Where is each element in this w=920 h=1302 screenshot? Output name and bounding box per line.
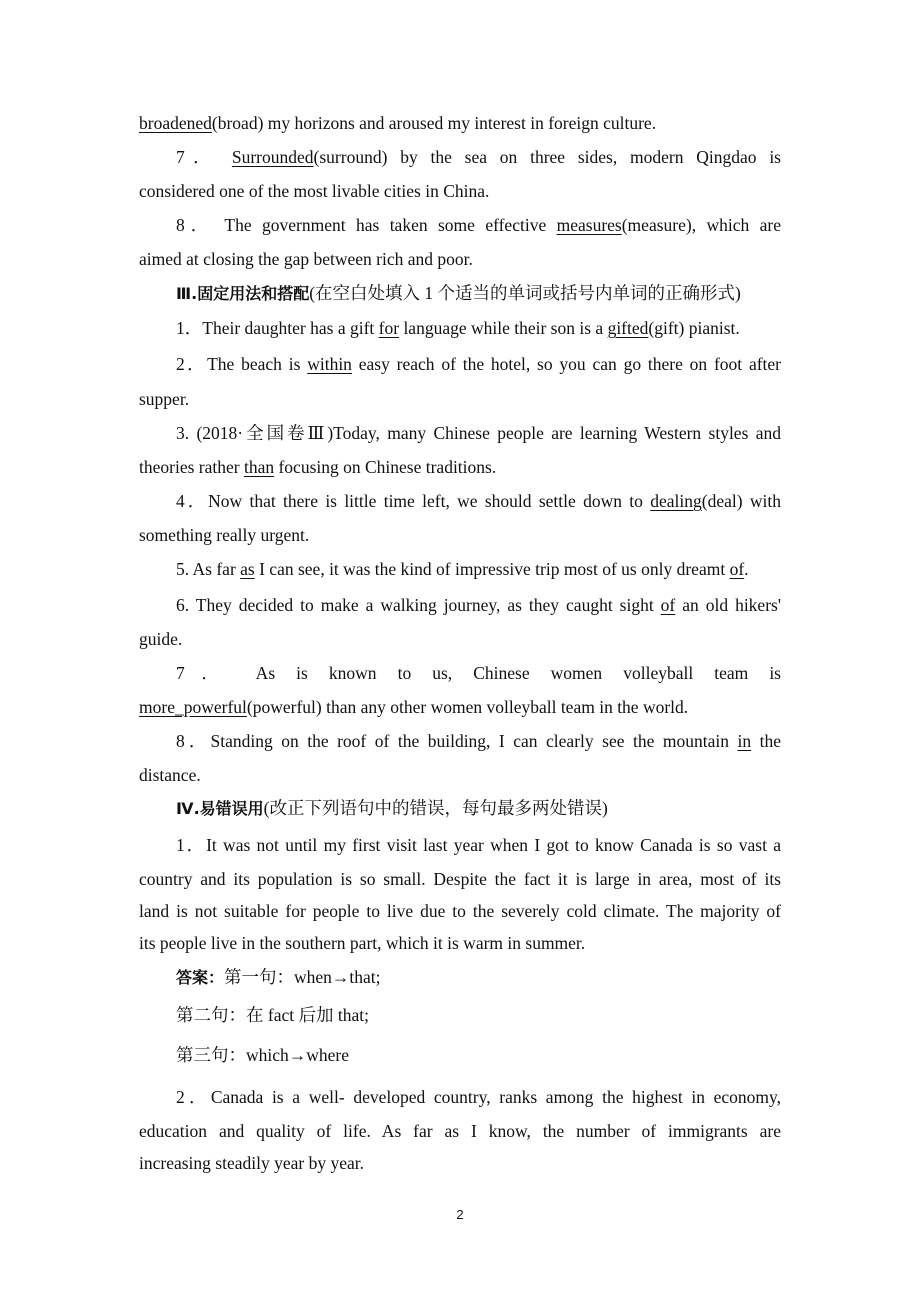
text-line — [176, 421, 781, 445]
text-segment: 6. They decided to make a walking journey, as they caught sight — [176, 595, 661, 615]
answer-blank: measures — [556, 215, 622, 235]
text-segment: (powerful) than any other women volleyball team in the world. — [246, 697, 689, 717]
text-line — [139, 867, 781, 891]
text-segment: its people live in the southern part, which it is warm in summer. — [139, 933, 586, 953]
text-segment: considered one of the most livable cities in China. — [139, 181, 490, 201]
text-segment: 8． The government has taken some effective — [176, 215, 557, 235]
text-segment: 4．Now that there is little time left, we should settle down to — [176, 491, 651, 511]
text-line — [176, 1085, 781, 1109]
text-line — [176, 1043, 781, 1067]
answer-blank: broadened — [139, 113, 212, 133]
text-segment: supper. — [139, 389, 190, 409]
text-segment: 7． — [176, 147, 232, 167]
answer-blank: of — [660, 595, 676, 615]
text-segment: education and quality of life. As far as I know, the number of immigrants are — [139, 1121, 781, 1141]
text-segment: 7． As is known to us, Chinese women volleyball team is — [176, 663, 781, 683]
text-line — [176, 796, 781, 820]
text-segment: 2．Canada is a well- developed country, ranks among the highest in economy, — [176, 1087, 781, 1107]
text-segment: land is not suitable for people to live due to the severely cold climate. The majority of — [139, 901, 781, 921]
text-line — [176, 145, 781, 169]
section-heading: Ⅳ.易错误用 — [176, 799, 264, 818]
text-segment: (broad) my horizons and aroused my interest in foreign culture. — [211, 113, 657, 133]
answer-blank: within — [307, 354, 352, 374]
section-heading: 答案： — [176, 968, 225, 987]
text-segment: distance. — [139, 765, 201, 785]
text-segment: (measure), which are — [621, 215, 781, 235]
page-number: 2 — [456, 1207, 464, 1222]
text-line — [176, 593, 781, 617]
answer-blank: as — [240, 559, 255, 579]
text-segment: . — [744, 559, 749, 579]
text-line — [176, 316, 781, 340]
text-line — [139, 247, 781, 271]
text-line — [139, 931, 781, 955]
text-segment: an old hikers' — [675, 595, 781, 615]
text-segment: 3. (2018·全国卷Ⅲ)Today, many Chinese people are learning Western styles and — [176, 423, 781, 443]
answer-blank: more_powerful — [139, 697, 247, 717]
text-segment: (在空白处填入 1 个适当的单词或括号内单词的正确形式) — [309, 283, 741, 303]
text-line — [139, 387, 781, 411]
text-line — [139, 1119, 781, 1143]
text-segment: 2．The beach is — [176, 354, 308, 374]
text-line — [176, 833, 781, 857]
text-line — [139, 179, 781, 203]
text-line — [139, 763, 781, 787]
text-segment: the — [751, 731, 781, 751]
text-line — [139, 899, 781, 923]
text-segment: theories rather — [139, 457, 244, 477]
text-line — [139, 111, 781, 135]
text-line — [176, 352, 781, 376]
text-line — [139, 695, 781, 719]
text-segment: country and its population is so small. Despite the fact it is large in area, most of its — [139, 869, 781, 889]
text-line — [176, 213, 781, 237]
text-line — [139, 523, 781, 547]
text-segment: (deal) with — [701, 491, 781, 511]
text-segment: language while their son is a — [399, 318, 608, 338]
text-line — [176, 729, 781, 753]
text-segment: aimed at closing the gap between rich and poor. — [139, 249, 473, 269]
text-segment: (gift) pianist. — [648, 318, 740, 338]
text-segment: 8．Standing on the roof of the building, I can clearly see the mountain — [176, 731, 738, 751]
text-segment: 第一句：when→that; — [224, 967, 381, 987]
text-segment: 1．It was not until my first visit last year when I got to know Canada is so vast a — [176, 835, 781, 855]
text-line — [139, 455, 781, 479]
text-segment: 第二句：在 fact 后加 that; — [176, 1005, 369, 1025]
text-segment: guide. — [139, 629, 183, 649]
text-segment: increasing steadily year by year. — [139, 1153, 364, 1173]
text-line — [176, 1003, 781, 1027]
answer-blank: for — [378, 318, 400, 338]
text-line — [176, 557, 781, 581]
text-line — [139, 1151, 781, 1175]
text-segment: I can see, it was the kind of impressive trip most of us only dreamt — [254, 559, 730, 579]
text-line — [139, 627, 781, 651]
section-heading: Ⅲ.固定用法和搭配 — [176, 284, 310, 303]
text-line — [176, 965, 781, 989]
text-segment: 5. As far — [176, 559, 241, 579]
answer-blank: than — [243, 457, 275, 477]
text-segment: focusing on Chinese traditions. — [274, 457, 497, 477]
answer-blank: dealing — [650, 491, 702, 511]
answer-blank: of — [729, 559, 745, 579]
text-segment: (surround) by the sea on three sides, modern Qingdao is — [313, 147, 781, 167]
answer-blank: gifted — [607, 318, 649, 338]
text-segment: easy reach of the hotel, so you can go there on foot after — [351, 354, 781, 374]
text-segment: something really urgent. — [139, 525, 310, 545]
text-segment: (改正下列语句中的错误，每句最多两处错误) — [263, 798, 608, 818]
answer-blank: in — [737, 731, 752, 751]
text-line — [176, 281, 781, 305]
text-segment: 第三句：which→where — [176, 1045, 350, 1065]
text-segment: 1．Their daughter has a gift — [176, 318, 379, 338]
text-line — [176, 661, 781, 685]
answer-blank: Surrounded — [231, 147, 314, 167]
text-line — [176, 489, 781, 513]
